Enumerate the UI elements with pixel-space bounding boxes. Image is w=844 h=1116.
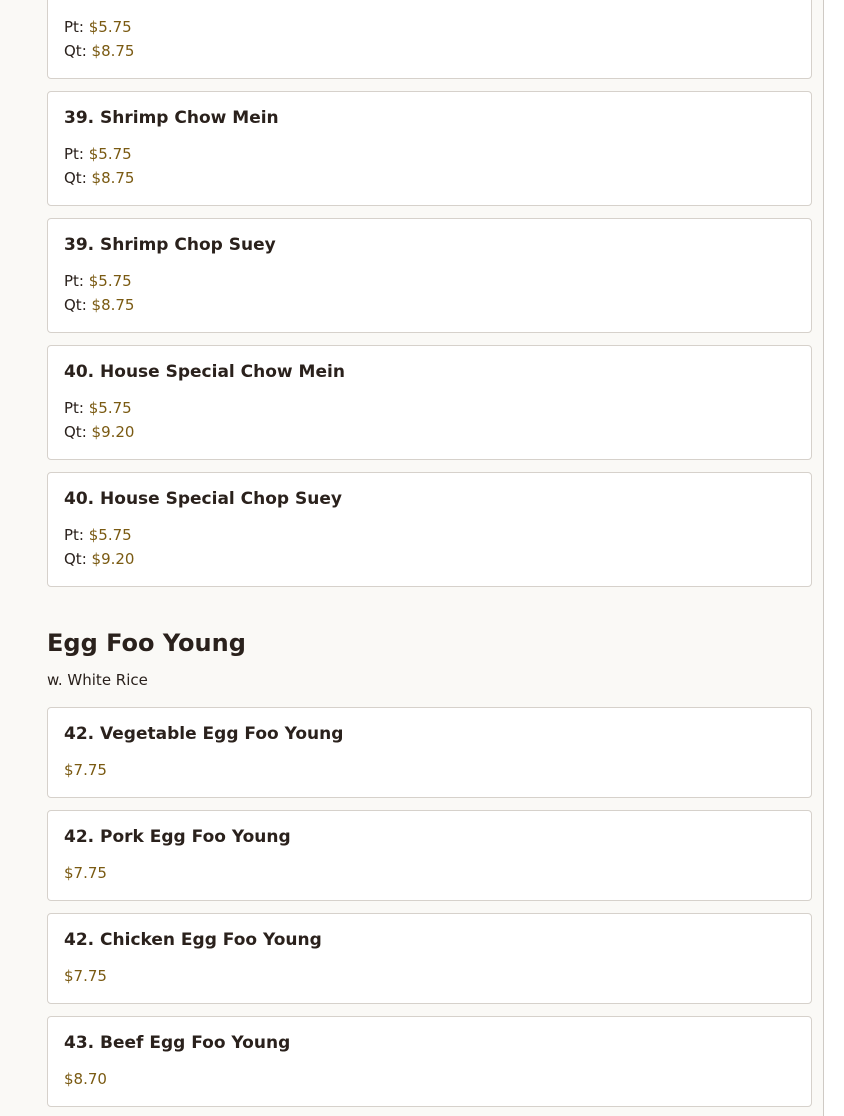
quart-price-line bbox=[64, 420, 795, 444]
item-name bbox=[64, 0, 795, 1]
item-name: 43. Beef Egg Foo Young bbox=[64, 1033, 291, 1053]
item-name: 42. Chicken Egg Foo Young bbox=[64, 930, 322, 950]
price-line bbox=[64, 861, 795, 885]
pint-label: Pt: bbox=[64, 399, 84, 417]
quart-price: $8.75 bbox=[91, 169, 135, 187]
pint-label: Pt: bbox=[64, 18, 84, 36]
pint-label: Pt: bbox=[64, 272, 84, 290]
menu-item-card[interactable] bbox=[47, 0, 812, 79]
section-subtitle: w. White Rice bbox=[47, 671, 148, 689]
menu-item-card[interactable] bbox=[47, 91, 812, 206]
quart-price: $8.75 bbox=[91, 42, 135, 60]
item-name: 42. Pork Egg Foo Young bbox=[64, 827, 291, 847]
menu-item-card[interactable] bbox=[47, 913, 812, 1004]
pint-price-line bbox=[64, 396, 795, 420]
menu-item-card[interactable] bbox=[47, 472, 812, 587]
pint-price-line bbox=[64, 15, 795, 39]
menu-item-card[interactable] bbox=[47, 218, 812, 333]
quart-label: Qt: bbox=[64, 42, 87, 60]
menu-item-card[interactable] bbox=[47, 810, 812, 901]
pint-price-line bbox=[64, 269, 795, 293]
item-price: $7.75 bbox=[64, 967, 107, 985]
section-title: Egg Foo Young bbox=[47, 629, 246, 657]
pint-price-line bbox=[64, 523, 795, 547]
item-price: $8.70 bbox=[64, 1070, 107, 1088]
price-line bbox=[64, 1067, 795, 1091]
pint-price: $5.75 bbox=[88, 145, 132, 163]
item-name: 39. Shrimp Chop Suey bbox=[64, 235, 276, 255]
quart-price: $9.20 bbox=[91, 550, 135, 568]
pint-price: $5.75 bbox=[88, 399, 132, 417]
pint-label: Pt: bbox=[64, 526, 84, 544]
quart-price-line bbox=[64, 39, 795, 63]
quart-label: Qt: bbox=[64, 423, 87, 441]
quart-label: Qt: bbox=[64, 296, 87, 314]
quart-price-line bbox=[64, 293, 795, 317]
item-price: $7.75 bbox=[64, 761, 107, 779]
menu-content bbox=[47, 0, 812, 1116]
price-line bbox=[64, 758, 795, 782]
egg-foo-young-items bbox=[47, 707, 812, 1107]
item-name: 40. House Special Chop Suey bbox=[64, 489, 342, 509]
pint-label: Pt: bbox=[64, 145, 84, 163]
item-name: 42. Vegetable Egg Foo Young bbox=[64, 724, 344, 744]
price-line bbox=[64, 964, 795, 988]
item-name: 40. House Special Chow Mein bbox=[64, 362, 345, 382]
menu-item-card[interactable] bbox=[47, 707, 812, 798]
quart-label: Qt: bbox=[64, 550, 87, 568]
quart-label: Qt: bbox=[64, 169, 87, 187]
quart-price: $9.20 bbox=[91, 423, 135, 441]
pint-price: $5.75 bbox=[88, 18, 132, 36]
pint-price: $5.75 bbox=[88, 272, 132, 290]
quart-price-line bbox=[64, 547, 795, 571]
item-price: $7.75 bbox=[64, 864, 107, 882]
quart-price: $8.75 bbox=[91, 296, 135, 314]
menu-item-card[interactable] bbox=[47, 1016, 812, 1107]
item-name: 39. Shrimp Chow Mein bbox=[64, 108, 279, 128]
quart-price-line bbox=[64, 166, 795, 190]
menu-item-card[interactable] bbox=[47, 345, 812, 460]
pint-price-line bbox=[64, 142, 795, 166]
pint-price: $5.75 bbox=[88, 526, 132, 544]
